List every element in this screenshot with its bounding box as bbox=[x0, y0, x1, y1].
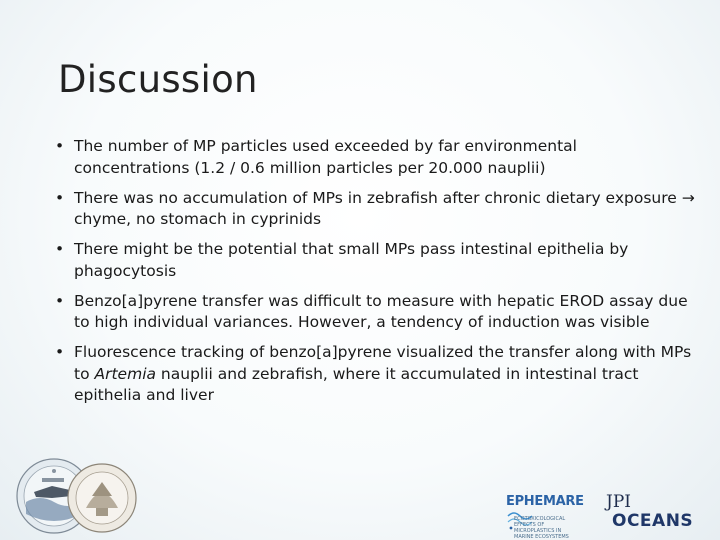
bullet-text: Benzo[a]pyrene transfer was difficult to measure with hepatic EROD assay due to high individual variances. However, a tendency of induction was visible bbox=[74, 291, 688, 331]
bullet-dot: • bbox=[55, 240, 65, 258]
university-seals-logo bbox=[12, 456, 138, 536]
bullet-dot: • bbox=[55, 137, 65, 155]
jpi-oceans-logo bbox=[606, 492, 716, 536]
bullet-text: There might be the potential that small MPs pass intestinal epithelia by phagocytosis bbox=[74, 240, 629, 280]
jpi-wordmark: JPI bbox=[606, 492, 631, 512]
bullet-text-cont: nauplii and zebrafish, where it accumulated in intestinal tract epithelia and liver bbox=[74, 364, 639, 404]
bullet-item bbox=[55, 136, 695, 179]
bullet-item bbox=[55, 342, 695, 407]
bullet-text: The number of MP particles used exceeded by far environmental concentrations (1.2 / 0.6 million particles per 20.000 nauplii) bbox=[74, 137, 577, 177]
bullet-text: There was no accumulation of MPs in zebrafish after chronic dietary exposure bbox=[74, 188, 682, 207]
bullet-text: Fluorescence tracking of benzo[a]pyrene visualized the transfer along with MPs to bbox=[74, 343, 692, 383]
ephemare-wordmark: EPHEMARE bbox=[506, 494, 584, 509]
ephemare-subtitle: ECOTOXICOLOGICAL EFFECTS OF MICROPLASTICS IN MARINE ECOSYSTEMS bbox=[514, 516, 569, 540]
bullet-list bbox=[55, 136, 695, 415]
bullet-dot: • bbox=[55, 188, 65, 207]
bullet-item bbox=[55, 239, 695, 282]
bullet-item bbox=[55, 188, 695, 231]
bullet-text-cont: chyme, no stomach in cyprinids bbox=[74, 210, 322, 228]
species-name: Artemia bbox=[94, 364, 156, 383]
arrow-right-icon: → bbox=[681, 188, 695, 207]
oceans-wordmark: OCEANS bbox=[612, 511, 694, 531]
bullet-dot: • bbox=[55, 291, 65, 310]
bullet-dot: • bbox=[55, 343, 65, 361]
ephemare-logo bbox=[506, 494, 584, 540]
bullet-item bbox=[55, 291, 695, 334]
seal-right-icon bbox=[68, 464, 136, 532]
slide-title: Discussion bbox=[58, 58, 258, 101]
